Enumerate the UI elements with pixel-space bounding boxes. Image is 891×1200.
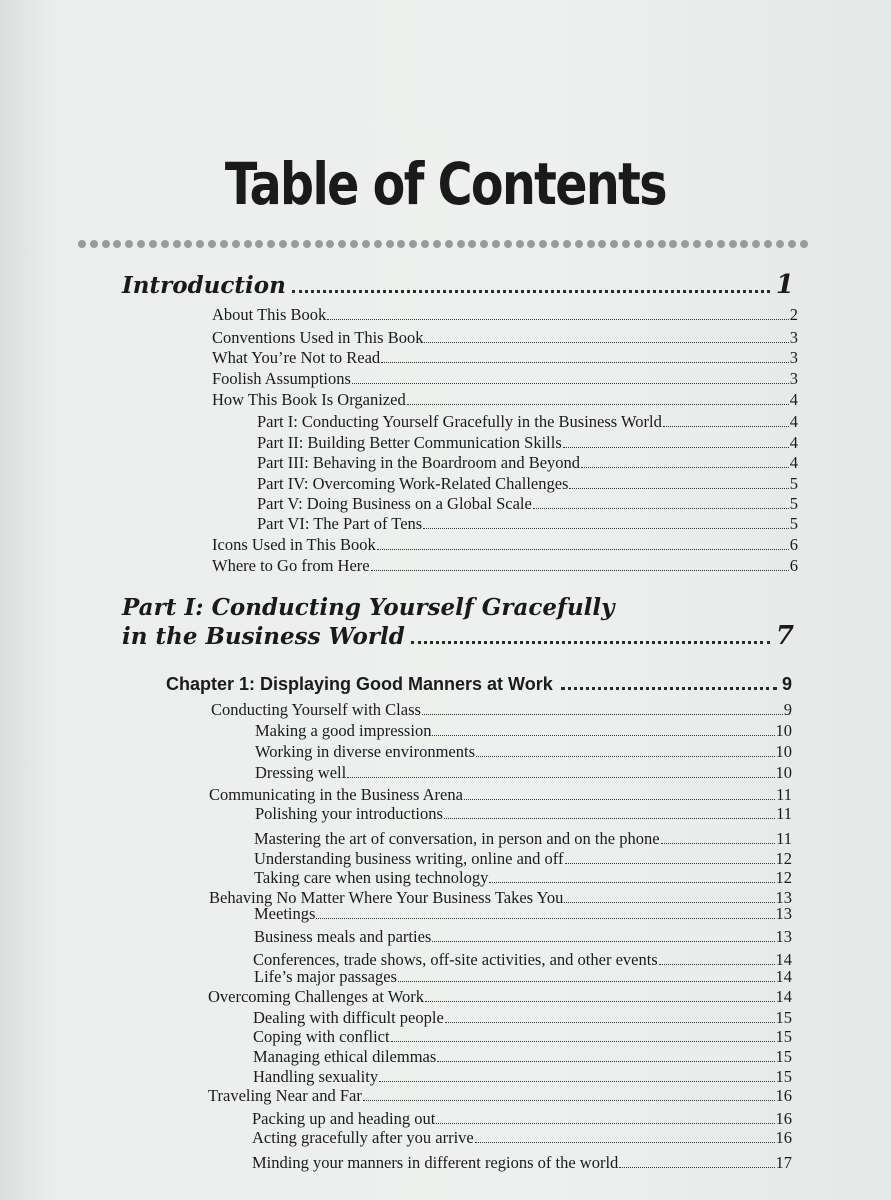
chapter1-entry [253,1008,792,1028]
leader-dots [659,964,775,965]
part1-title-line1: Part I: Conducting Yourself Gracefully [122,594,615,621]
divider-dot [386,240,394,248]
leader-dots [444,818,775,819]
divider-dot [516,240,524,248]
divider-dot [575,240,583,248]
divider-dot [539,240,547,248]
leader-dots [423,528,789,529]
divider-dot [468,240,476,248]
chapter1-page: 9 [781,674,792,694]
introduction-entry [257,453,798,473]
dotted-divider [78,238,808,250]
leader-dots [292,290,770,293]
divider-dot [232,240,240,248]
divider-dot [527,240,535,248]
introduction-entry [257,412,798,432]
divider-dot [598,240,606,248]
divider-dot [776,240,784,248]
introduction-entry [212,369,798,389]
divider-dot [350,240,358,248]
divider-dot [279,240,287,248]
introduction-entry [257,433,798,453]
introduction-entry-page: 3 [789,328,798,347]
chapter1-entry-title: Dealing with difficult people [253,1008,444,1027]
chapter1-entry-title: Mastering the art of conversation, in person and on the phone [254,829,660,848]
divider-dot [788,240,796,248]
introduction-entry [212,535,798,555]
chapter1-entry-title: Behaving No Matter Where Your Business Takes You [209,888,564,907]
divider-dot [291,240,299,248]
divider-dot [362,240,370,248]
chapter1-entry-page: 16 [775,1109,792,1128]
divider-dot [255,240,263,248]
introduction-entry-title: Part II: Building Better Communication Skills [257,433,562,452]
divider-dot [220,240,228,248]
divider-dot [693,240,701,248]
leader-dots [407,404,789,405]
chapter1-entry-title: Conducting Yourself with Class [211,700,421,719]
divider-dot [551,240,559,248]
divider-dot [800,240,808,248]
chapter1-entry-title: Acting gracefully after you arrive [252,1128,474,1147]
divider-dot [338,240,346,248]
chapter1-entry [255,721,792,741]
leader-dots [411,641,770,644]
chapter1-entry-page: 12 [775,868,792,887]
leader-dots [437,1061,774,1062]
chapter1-entry [255,804,792,824]
introduction-entry-title: Icons Used in This Book [212,535,376,554]
chapter1-entry-page: 16 [775,1086,792,1105]
chapter1-entry-page: 9 [783,700,792,719]
introduction-entry-page: 4 [789,412,798,431]
leader-dots [363,1100,775,1101]
introduction-entry-title: About This Book [212,305,327,324]
chapter1-entry-title: Managing ethical dilemmas [253,1047,437,1066]
divider-dot [492,240,500,248]
divider-dot [587,240,595,248]
divider-dot [149,240,157,248]
introduction-page: 1 [775,270,794,300]
divider-dot [78,240,86,248]
divider-dot [208,240,216,248]
divider-dot [764,240,772,248]
divider-dot [658,240,666,248]
leader-dots [661,843,776,844]
introduction-entry-page: 3 [789,348,798,367]
chapter1-entry-title: Traveling Near and Far [208,1086,362,1105]
divider-dot [161,240,169,248]
chapter1-entry-title: Communicating in the Business Arena [209,785,463,804]
introduction-entry-title: Conventions Used in This Book [212,328,424,347]
divider-dot [125,240,133,248]
chapter1-entry [253,1027,792,1047]
introduction-entry-title: Part V: Doing Business on a Global Scale [257,494,532,513]
introduction-entry-page: 4 [789,390,798,409]
chapter1-entry-page: 14 [775,950,792,969]
divider-dot [315,240,323,248]
introduction-entry-title: Part III: Behaving in the Boardroom and Beyond [257,453,581,472]
part1-page: 7 [775,621,794,651]
chapter1-entry [211,700,792,720]
introduction-entry-page: 5 [789,494,798,513]
leader-dots [563,447,789,448]
divider-dot [303,240,311,248]
chapter1-entry [208,1086,792,1106]
chapter1-entry-title: Business meals and parties [254,927,432,946]
leader-dots [564,902,774,903]
divider-dot [409,240,417,248]
chapter1-entry-page: 15 [775,1027,792,1046]
chapter1-entry-page: 17 [775,1153,792,1172]
chapter1-entry-page: 10 [775,742,792,761]
chapter1-entry-title: Dressing well [255,763,347,782]
divider-dot [137,240,145,248]
divider-dot [445,240,453,248]
chapter1-entry-title: Taking care when using technology [254,868,489,887]
chapter1-entry-page: 15 [775,1047,792,1066]
divider-dot [740,240,748,248]
leader-dots [489,882,774,883]
introduction-entry [257,494,798,514]
divider-dot [504,240,512,248]
leader-dots [422,714,783,715]
chapter1-entry-title: Making a good impression [255,721,432,740]
introduction-entry-title: How This Book Is Organized [212,390,406,409]
divider-dot [705,240,713,248]
divider-dot [397,240,405,248]
leader-dots [425,1001,774,1002]
chapter1-entry-page: 14 [775,967,792,986]
divider-dot [634,240,642,248]
divider-dot [480,240,488,248]
chapter1-heading [166,674,792,695]
divider-dot [752,240,760,248]
divider-dot [729,240,737,248]
leader-dots [565,863,775,864]
leader-dots [476,756,774,757]
introduction-entry-page: 5 [789,514,798,533]
leader-dots [327,319,788,320]
introduction-entry [257,514,798,534]
leader-dots [561,687,777,690]
part1-heading [122,594,794,651]
divider-dot [244,240,252,248]
introduction-entry-page: 4 [789,453,798,472]
chapter1-entry-title: Meetings [254,904,316,923]
divider-dot [681,240,689,248]
leader-dots [475,1142,775,1143]
leader-dots [316,918,774,919]
divider-dot [184,240,192,248]
chapter1-entry-title: Polishing your introductions [255,804,443,823]
introduction-entry [212,390,798,410]
leader-dots [371,570,789,571]
page-title: Table of Contents [224,150,666,218]
divider-dot [622,240,630,248]
chapter1-entry-title: Overcoming Challenges at Work [208,987,425,1006]
chapter1-entry [252,1153,792,1173]
introduction-entry-page: 6 [789,535,798,554]
leader-dots [533,508,789,509]
introduction-heading [122,270,794,300]
leader-dots [432,735,774,736]
chapter1-entry-page: 16 [775,1128,792,1147]
leader-dots [381,362,789,363]
chapter1-entry [253,1067,792,1087]
introduction-entry-page: 3 [789,369,798,388]
divider-dot [717,240,725,248]
introduction-entry [257,474,798,494]
divider-dot [457,240,465,248]
leader-dots [464,799,775,800]
divider-dot [326,240,334,248]
introduction-entry-title: What You’re Not to Read [212,348,381,367]
leader-dots [581,467,789,468]
introduction-entry-title: Part I: Conducting Yourself Gracefully in the Business World [257,412,662,431]
divider-dot [173,240,181,248]
introduction-entry [212,556,798,576]
chapter1-title: Chapter 1: Displaying Good Manners at Work [166,674,553,694]
chapter1-entry-page: 13 [775,904,792,923]
introduction-entry-page: 4 [789,433,798,452]
introduction-entry-page: 5 [789,474,798,493]
chapter1-entry-page: 11 [776,804,792,823]
divider-dot [421,240,429,248]
leader-dots [619,1167,774,1168]
chapter1-entry [254,904,792,924]
chapter1-entry [255,742,792,762]
chapter1-entry-page: 11 [776,829,792,848]
chapter1-entry-page: 12 [775,849,792,868]
leader-dots [352,383,789,384]
introduction-entry-page: 6 [789,556,798,575]
chapter1-entry-title: Coping with conflict [253,1027,390,1046]
divider-dot [669,240,677,248]
divider-dot [646,240,654,248]
chapter1-entry-page: 14 [775,987,792,1006]
chapter1-entry [255,763,792,783]
introduction-entry-title: Where to Go from Here [212,556,370,575]
divider-dot [102,240,110,248]
leader-dots [391,1041,775,1042]
chapter1-entry-title: Minding your manners in different regions of the world [252,1153,619,1172]
chapter1-entry-page: 13 [775,927,792,946]
chapter1-entry [254,868,792,888]
introduction-entry [212,328,798,348]
chapter1-entry-title: Understanding business writing, online and off [254,849,564,868]
chapter1-entry [209,785,792,805]
chapter1-entry-title: Life’s major passages [254,967,397,986]
leader-dots [398,981,775,982]
leader-dots [436,1123,774,1124]
introduction-entry [212,348,798,368]
chapter1-entry [254,849,792,869]
chapter1-entry [253,1047,792,1067]
chapter1-entry-page: 11 [776,785,792,804]
chapter1-entry-page: 10 [775,721,792,740]
introduction-title: Introduction [122,272,286,299]
leader-dots [432,941,774,942]
leader-dots [663,426,789,427]
chapter1-entry-page: 15 [775,1008,792,1027]
chapter1-entry [252,1128,792,1148]
chapter1-entry [254,829,792,849]
introduction-entry-title: Part VI: The Part of Tens [257,514,423,533]
divider-dot [610,240,618,248]
leader-dots [379,1081,774,1082]
chapter1-entry [254,927,792,947]
divider-dot [563,240,571,248]
introduction-entry [212,305,798,325]
divider-dot [374,240,382,248]
chapter1-entry [254,967,792,987]
divider-dot [267,240,275,248]
leader-dots [445,1022,775,1023]
part1-title-line2: in the Business World [122,623,405,650]
leader-dots [424,342,788,343]
introduction-entry-page: 2 [789,305,798,324]
introduction-entry-title: Part IV: Overcoming Work-Related Challenges [257,474,569,493]
leader-dots [377,549,789,550]
chapter1-entry-title: Handling sexuality [253,1067,379,1086]
chapter1-entry-title: Packing up and heading out [252,1109,436,1128]
divider-dot [90,240,98,248]
chapter1-entry-page: 10 [775,763,792,782]
chapter1-entry-page: 13 [775,888,792,907]
divider-dot [196,240,204,248]
chapter1-entry-title: Working in diverse environments [255,742,476,761]
chapter1-entry [252,1109,792,1129]
divider-dot [113,240,121,248]
leader-dots [569,488,788,489]
introduction-entry-title: Foolish Assumptions [212,369,351,388]
leader-dots [347,777,774,778]
chapter1-entry-page: 15 [775,1067,792,1086]
divider-dot [433,240,441,248]
chapter1-entry-title: Conferences, trade shows, off-site activities, and other events [253,950,658,969]
chapter1-entry [208,987,792,1007]
